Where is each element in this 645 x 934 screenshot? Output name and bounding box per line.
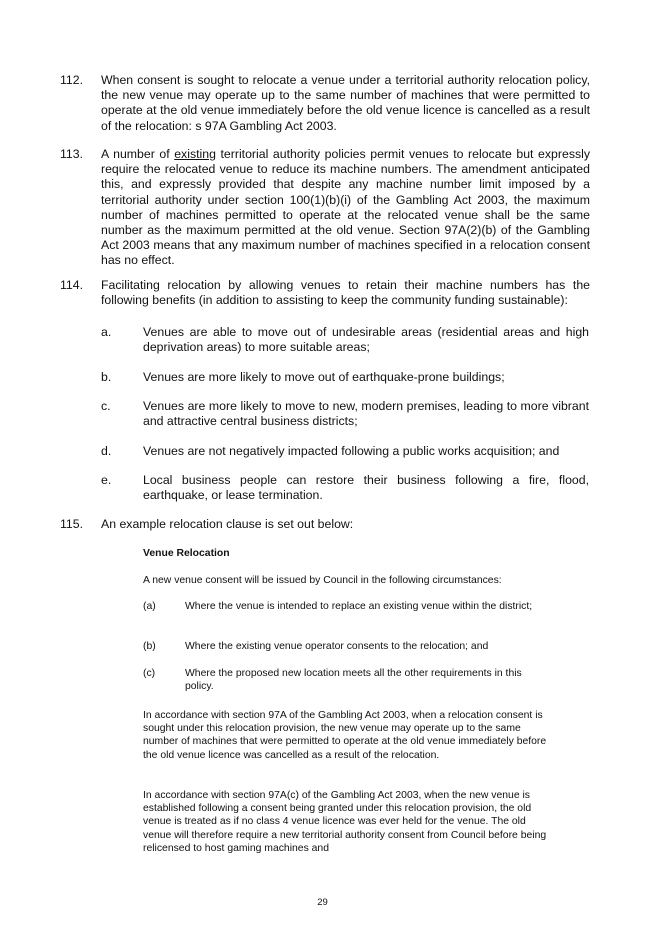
- clause-intro: A new venue consent will be issued by Council in the following circumstances:: [143, 575, 502, 586]
- list-item-d: [101, 444, 589, 459]
- list-text: Local business people can restore their business following a fire, flood, earthquake, or lease termination.: [143, 473, 589, 503]
- paragraph-114: [60, 278, 590, 308]
- clause-paragraph-1: In accordance with section 97A of the Gambling Act 2003, when a relocation consent is sought under this relocation provision, the new venue may operate up to the same number of machines that were permitted to operate at the old venue immediately before the old venue licence was cancelled as a result of the relocation.: [143, 710, 547, 761]
- paragraph-text: [101, 147, 590, 269]
- list-text: Venues are able to move out of undesirable areas (residential areas and high deprivation areas) to more suitable areas;: [143, 325, 589, 355]
- text-after: territorial authority policies permit venues to relocate but expressly require the relocated venue to reduce its machine numbers. The amendment anticipated this, and expressly provided that despite any machine number limit imposed by a territorial authority under section 100(1)(b)(i) of the Gambling Act 2003, the maximum number of machines permitted to operate at the relocated venue shall be the same number as the maximum permitted at the old venue. Section 97A(2)(b) of the Gambling Act 2003 means that any maximum number of machines specified in a relocation consent has no effect.: [101, 147, 590, 268]
- list-letter: c.: [101, 399, 111, 413]
- paragraph-number: 114.: [60, 278, 84, 292]
- condition-letter: (a): [143, 601, 156, 612]
- list-text: Venues are not negatively impacted following a public works acquisition; and: [143, 444, 560, 458]
- condition-letter: (c): [143, 668, 156, 679]
- list-letter: d.: [101, 444, 112, 458]
- list-letter: b.: [101, 370, 112, 384]
- list-letter: a.: [101, 325, 112, 339]
- list-item-a: [101, 325, 589, 355]
- underlined-word: existing: [174, 147, 216, 161]
- paragraph-112: [60, 73, 590, 134]
- condition-text: Where the existing venue operator consents to the relocation; and: [185, 641, 489, 652]
- paragraph-text: An example relocation clause is set out below:: [101, 517, 354, 531]
- clause-condition-a: [143, 600, 547, 613]
- clause-condition-c: [143, 667, 547, 693]
- list-text: Venues are more likely to move to new, modern premises, leading to more vibrant and attractive central business districts;: [143, 399, 589, 429]
- list-text: Venues are more likely to move out of earthquake-prone buildings;: [143, 370, 505, 384]
- paragraph-113: [60, 147, 590, 269]
- clause-condition-b: [143, 640, 547, 653]
- list-item-b: [101, 370, 589, 385]
- list-item-c: [101, 399, 589, 429]
- condition-text: Where the venue is intended to replace an existing venue within the district;: [185, 601, 533, 612]
- list-item-e: [101, 473, 589, 503]
- paragraph-number: 112.: [60, 73, 84, 87]
- paragraph-number: 115.: [60, 517, 84, 531]
- clause-heading: Venue Relocation: [143, 548, 230, 559]
- paragraph-number: 113.: [60, 147, 84, 161]
- paragraph-115: [60, 517, 590, 532]
- paragraph-text: When consent is sought to relocate a venue under a territorial authority relocation policy, the new venue may operate up to the same number of machines that were permitted to operate at the old venue immediately before the old venue licence is cancelled as a result of the relocation: s 97A Gambling Act 2003.: [101, 73, 590, 133]
- text-before: A number of: [101, 147, 175, 161]
- condition-letter: (b): [143, 641, 156, 652]
- list-letter: e.: [101, 473, 112, 487]
- page-number: 29: [317, 897, 328, 908]
- paragraph-text: Facilitating relocation by allowing venues to retain their machine numbers has the following benefits (in addition to assisting to keep the community funding sustainable):: [101, 278, 590, 308]
- clause-paragraph-2: In accordance with section 97A(c) of the Gambling Act 2003, when the new venue is established following a consent being granted under this relocation provision, the old venue is treated as if no class 4 venue licence was ever held for the venue. The old venue will therefore require a new territorial authority consent from Council before being relicensed to host gaming machines and: [143, 790, 547, 854]
- condition-text: Where the proposed new location meets all the other requirements in this policy.: [185, 668, 522, 693]
